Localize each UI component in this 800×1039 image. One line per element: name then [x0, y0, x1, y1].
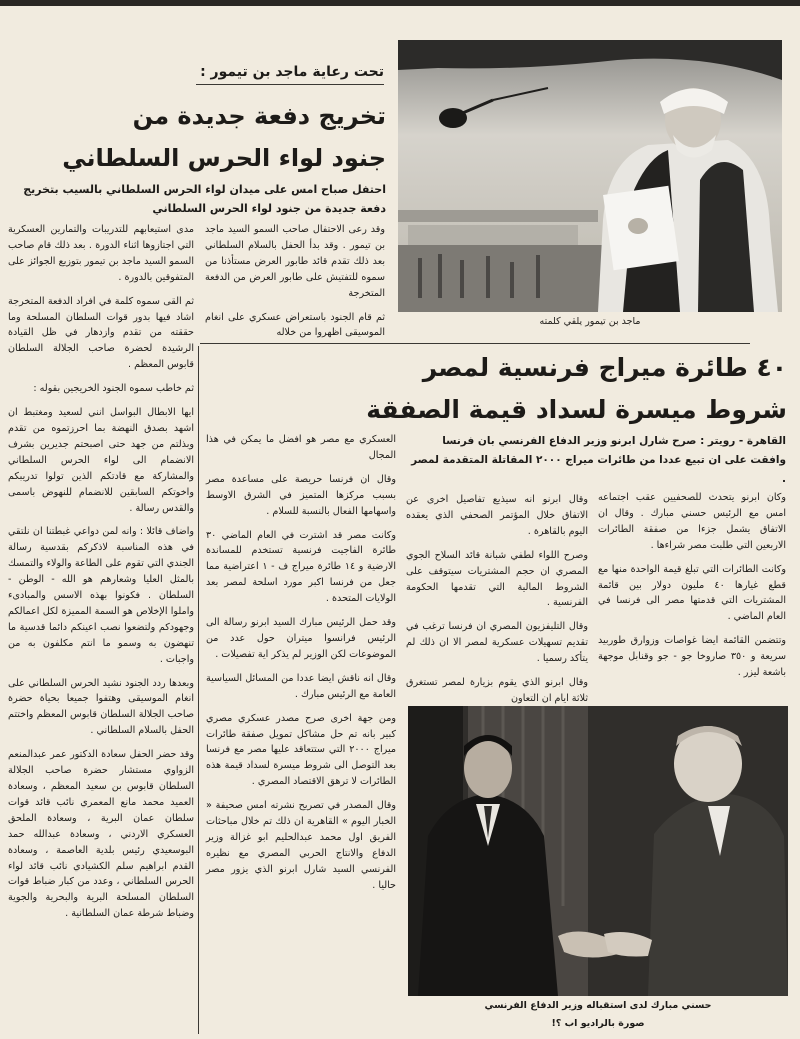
story2-col-m-paragraph: وصرح اللواء لطفي شبانة قائد السلاح الجوي المصري ان حجم المشتريات سيتوقف على الشروط المالية التي تقدمها الحكومة الفرنسية .: [406, 549, 588, 609]
story2-column-left: [206, 432, 396, 1034]
scan-edge: [0, 0, 800, 6]
story2-col-l-paragraph: وقال انه ناقش ايضا عددا من المسائل السياسية العامة مع الرئيس مبارك .: [206, 672, 396, 700]
photo2-caption-line1: حسني مبارك لدى استقباله وزير الدفاع الفرنسي: [484, 1000, 712, 1011]
story2-col-r-paragraph: وتتضمن القائمة ايضا غواصات وزوارق طوربيد سريعة و ٣٥٠ صاروخا جو - جو وقنابل موجهة باشعة ليزر .: [598, 635, 786, 679]
kicker-underline: [196, 84, 384, 85]
story2-col-r-paragraph: وكان ابرنو يتحدث للصحفيين عقب اجتماعه امس مع الرئيس حسني مبارك . وقال ان الاتفاق يشمل جزءا من صفقة الطائرات الاربعين التي طلبت مصر شراءها .: [598, 492, 786, 551]
story1-col-b-paragraph: ثم خاطب سموه الجنود الخريجين بقوله :: [33, 383, 194, 395]
story2-col-l-paragraph: وقد حمل الرئيس مبارك السيد ابرنو رسالة الى الرئيس فرانسوا ميتران حول عدد من الموضوعات لكن الوزير لم يذكر اية تفصيلات .: [206, 617, 396, 660]
photo1-caption: ماجد بن تيمور يلقي كلمته: [539, 316, 641, 327]
story1-col-b-paragraph: مدى استيعابهم للتدريبات والتمارين العسكرية التي اجتازوها اثناء الدورة . بعد ذلك قام صاحب السمو السيد ماجد بن تيمور بتوزيع الجوائز على المتفوقين بالدورة .: [8, 224, 194, 283]
story2-col-l-paragraph: ومن جهة اخرى صرح مصدر عسكري مصري كبير بانه تم حل مشاكل تمويل صفقة طائرات ميراج ٢٠٠٠ التي ستتعاقد عليها مصر مع فرنسا بعد التوصل الى شروط ميسرة لسداد قيمة هذه الطائرات لا ترهق الاقتصاد المصري .: [206, 712, 396, 788]
story2-col-l-paragraph: العسكري مع مصر هو افضل ما يمكن في هذا المجال: [206, 434, 396, 461]
story2-headline-line1: ٤٠ طائرة ميراج فرنسية لمصر: [422, 353, 787, 382]
story1-col-b-paragraph: وقد حضر الحفل سعادة الدكتور عمر عبدالمنعم الزواوي مستشار حضرة صاحب الجلالة السلطان قابوس بن سعيد المعظم ، وسعادة العميد محمد مانع المعمري نائب قائد قوات سلطان عمان البرية ، وسعادة الملحق العسكري الاردني ، وسعادة عبدالله حمد البوسعيدي رئيس بلدية العاصمة ، وسعادة القدم ابراهيم سلم الكشيادي نائب قائد لواء الحرس السلطاني ، وعدد من كبار ضباط قوات السلطان المسلحة البرية والبحرية والجوية وضباط شرطة عمان السلطانية .: [8, 749, 194, 920]
story2-col-r-paragraph: وكانت الطائرات التي تبلغ قيمة الواحدة منها مع قطع غيارها ٤٠ مليون دولار بين قائمة المشتريات التي قدمتها مصر الى فرنسا في العام الماضي .: [598, 563, 786, 623]
story1-col-b-paragraph: ثم القى سموه كلمة في افراد الدفعة المتخرجة اشاد فيها بدور قوات السلطان المسلحة وما حققته من تقدم وازدهار في ظل القيادة الرشيدة لحضرة صاحب الجلالة السلطان قابوس المعظم .: [8, 295, 194, 371]
story2-lead: القاهرة - رويتر : صرح شارل ابرنو وزير الدفاع الفرنسي بان فرنسا وافقت على ان تبيع عددا من طائرات ميراج ٢٠٠٠ المقاتلة المتقدمة لمصر .: [411, 435, 786, 485]
story1-col-a-paragraph: وقد رعى الاحتفال صاحب السمو السيد ماجد بن تيمور . وقد بدأ الحفل بالسلام السلطاني بعد ذلك تقدم قائد طابور العرض مستأذنا من سموه للتفتيش على طابور العرض من الدفعة المتخرجة: [205, 224, 385, 299]
story1-lead: احتفل صباح امس على ميدان لواء الحرس السلطاني بالسيب بتخريج دفعة جديدة من جنود لواء الحرس السلطاني: [23, 183, 386, 215]
column-divider: [198, 346, 199, 1034]
story2-column-middle: [406, 492, 588, 704]
story1-col-b-paragraph: واضاف قائلا : وانه لمن دواعي غبطتنا ان نلتقي في هذه المناسبة لاذكركم بقدسية رسالة الجندي التي تقوم على الطاعة والولاء والتمسك بالمثل العليا وشعارهم هو الله - الوطن - السلطان . فكونوا بهذه الاسس والمبادىء واملوا الإخلاص هو السمة المميزة لكل اعمالكم وجهودكم ولتضعوا نصب اعينكم دائما قدسية ما تنهضون به وسمو ما انتم مكلفون به من واجبات .: [8, 526, 194, 665]
story2-col-m-paragraph: وقال التليفزيون المصري ان فرنسا ترغب في تقديم تسهيلات عسكرية لمصر الا ان ذلك لم يتأكد رسميا .: [406, 621, 588, 665]
story1-headline-line1: تخريج دفعة جديدة من: [132, 102, 386, 130]
photo-majid-speech-image: [398, 40, 782, 312]
story1-column-b: [8, 222, 194, 1034]
story2-top-rule: [200, 343, 750, 344]
story2-col-l-paragraph: وقال ان فرنسا حريصة على مساعدة مصر بسبب مركزها المتميز في الشرق الاوسط واسهامها الفعال بالنسبة للسلام .: [206, 473, 396, 517]
story1-col-b-paragraph: وبعدها ردد الجنود نشيد الحرس السلطاني على انغام الموسيقى وهتفوا جميعا بحياة حضرة صاحب الجلالة السلطان قابوس المعظم واختتم الحفل بالسلام السلطاني .: [8, 677, 194, 737]
story2-col-m-paragraph: وقال ابرنو الذي يقوم بزيارة لمصر تستغرق ثلاثة ايام ان التعاون: [406, 677, 588, 704]
story2-column-right: [598, 490, 786, 698]
photo-majid-speech: [398, 40, 782, 312]
story2-col-l-paragraph: وكانت مصر قد اشترت في العام الماضي ٣٠ طائرة الفاجيت فرنسية تستخدم للمساندة الارضية و ١٤ طائرة ميراج ف - ١ اعتراضية مما جعل من فرنسا اكبر مورد اسلحة لمصر بعد الولايات المتحدة .: [206, 529, 397, 605]
story2-col-l-paragraph: وقال المصدر في تصريح نشرته امس صحيفة « الخبار اليوم » القاهرية ان ذلك تم خلال مباحثات الفريق اول محمد عبدالحليم ابو غزالة وزير الدفاع والانتاج الحربي المصري مع نظيره الفرنسي السيد شارل ابرنو الذي يزور مصر حاليا .: [206, 800, 396, 891]
story1-headline-line2: جنود لواء الحرس السلطاني: [62, 144, 386, 172]
photo-mubarak-handshake-image: [408, 706, 788, 996]
story1-col-a-paragraph: ثم قام الجنود باستعراض عسكري على انغام الموسيقى اظهروا من خلاله: [205, 311, 385, 339]
story1-col-b-paragraph: ايها الابطال البواسل انني لسعيد ومغتبط ان اشهد بصدق النهضة بما احرزتموه من تقدم وبذلتم من جهد حتى اصبحتم جديرين بشرف الانضمام الى لواء الحرس السلطاني والمشاركة مع قادتكم الذين تولوا تدريبكم واخوتكم السابقين للانضمام للنهوض باسمى والقدس رسالة .: [8, 407, 194, 514]
photo-mubarak-handshake: [408, 706, 788, 996]
story1-kicker: تحت رعاية ماجد بن تيمور :: [200, 64, 384, 80]
photo2-caption-line2: صورة بالراديو اب ؟!: [551, 1018, 645, 1029]
story2-col-m-paragraph: وقال ابرنو انه سيذيع تفاصيل اخرى عن الاتفاق خلال المؤتمر الصحفي الذي يعقده اليوم بالقاهرة .: [406, 494, 588, 537]
story1-column-a: [205, 222, 385, 340]
story2-headline-line2: شروط ميسرة لسداد قيمة الصفقة: [366, 395, 787, 424]
